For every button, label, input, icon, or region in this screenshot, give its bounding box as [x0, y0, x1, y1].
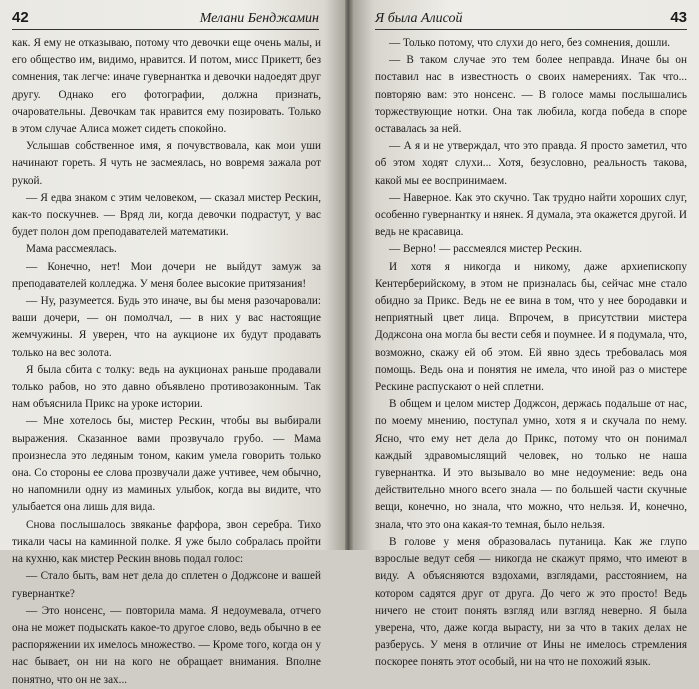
book-gutter — [345, 0, 353, 550]
right-paragraph: — Верно! — рассмеялся мистер Рескин. — [389, 243, 583, 256]
left-paragraph: — Это нонсенс, — повторила мама. Я недоумевала, отчего она не может подыскать какое-то другое слово, ведь обычно в ее распоряжении их имелось множество. — Кроме того, когда он у нас бывает, он ни на кого не обращает внимания. Вполне понятно, что он не зах... — [12, 604, 321, 686]
left-page — [0, 0, 345, 686]
right-page-number: 43 — [670, 9, 687, 26]
right-paragraph: В голове у меня образовалась путаница. Как же глупо взрослые ведут себя — никогда не скажут прямо, что имеют в виду. А объясняются вздохами, взглядами, расстоянием, на котором садятся друг от друга. До чего ж это просто! Ведь ничего не стоит понять взгляд или взгляд неверно. Я была уверена, что, даже когда вырасту, ни за что в таких делах не разберусь. У меня в отличие от Ины не имелось стремления поскорее понять этот особый, ни на что не похожий язык. — [375, 535, 687, 669]
left-paragraph: Услышав собственное имя, я почувствовала, как мои уши начинают гореть. Я чуть не засмеялась, но вовремя зажала рот рукой. — [12, 140, 321, 187]
right-paragraph: — В таком случае это тем более неправда. Иначе бы он поставил нас в известность о своих намерениях. Так что... повторяю вам: это нонсенс. — В голосе мамы послышались торжествующие нотки. Она так любила, когда победа в споре оставалась за ней. — [375, 54, 687, 136]
right-paragraph: — Только потому, что слухи до него, без сомнения, дошли. — [389, 37, 671, 49]
left-paragraph: как. Я ему не отказываю, потому что девочки еще очень малы, и его общество им, видимо, нравится. И потом, мисс Прикетт, без сомнения, так легче: иначе гувернантка и девочки надоедят друг другу. Однако его фотографии, должна признать, очаровательны. Девочкам так нравится ему позировать. Только в этом случае Алиса может сидеть спокойно. — [12, 37, 321, 136]
left-header-rule — [12, 29, 319, 30]
right-paragraph: В общем и целом мистер Доджсон, держась подальше от нас, по моему мнению, поступал умно, хотя я и скучала по нему. Ясно, что ему нет дела до Прикс, потому что он понимал каждый здравомыслящий человек, но только не наша гувернантка. И это вызывало во мне недоумение: ведь она действительно много всего знала — по большей части скучные вещи, конечно, но знала, что можно, что нельзя. И, конечно, знала, что это она какая-то темная, было нельзя. — [375, 398, 687, 531]
left-paragraph: — Конечно, нет! Мои дочери не выйдут замуж за преподавателей колледжа. У меня более высокие притязания! — [12, 260, 321, 290]
right-page-text — [375, 35, 687, 672]
left-running-title: Мелани Бенджамин — [199, 11, 319, 26]
left-paragraph: — Стало быть, вам нет дела до сплетен о Доджсоне и вашей гувернантке? — [12, 570, 321, 600]
left-paragraph: — Я едва знаком с этим человеком, — сказал мистер Рескин, как-то поскучнев. — Вряд ли, когда девочки подрастут, у вас будет полон дом преподавателей математики. — [12, 191, 321, 239]
right-paragraph: И хотя я никогда и никому, даже архиепископу Кентерберийскому, в этом не призналась бы, сейчас мне стало обидно за Прикс. Ведь не ее вина в том, что у нее бородавки и неприятный цвет лица. Впрочем, в присутствии мистера Доджсона она могла бы вести себя и поумнее. И я подумала, что, возможно, скажу ей об этом. Ей явно здесь требовалась моя помощь. Ведь она и понятия не имела, что иной раз о мистере Рескине распускают о ней сплетни. — [375, 260, 687, 394]
left-page-number: 42 — [12, 9, 29, 26]
right-running-title: Я была Алисой — [375, 11, 463, 26]
right-header-rule — [375, 29, 687, 30]
left-paragraph: — Мне хотелось бы, мистер Рескин, чтобы вы выбирали выражения. Сказанное вами прозвучало грубо. — Мама произнесла это ледяным тоном, каким умела говорить только она. Со стороны ее слова прозвучали даже учтивее, чем обычно, но напомнили одну из маминых улыбок, когда вы видите, что улыбается она лишь для вида. — [12, 415, 321, 514]
right-paragraph: — А я и не утверждал, что это правда. Я просто заметил, что об этом ходят слухи... Хотя, безусловно, реальность такова, какой мы ее воспринимаем. — [375, 140, 687, 187]
left-paragraph: — Ну, разумеется. Будь это иначе, вы бы меня разочаровали: ваши дочери, — он помолчал, — в них у вас настоящие жемчужины. Я уверен, что на аукционе их будут продавать только на вес золота. — [12, 295, 321, 359]
right-paragraph: — Наверное. Как это скучно. Так трудно найти хороших слуг, особенно гувернантку и нянек. Я думала, эта окажется другой. И ведь не красавица. — [375, 191, 687, 239]
left-paragraph: Мама рассмеялась. — [26, 243, 117, 256]
right-page — [353, 0, 699, 669]
left-paragraph: Снова послышалось звяканье фарфора, звон серебра. Тихо тикали часы на каминной полке. Я уже было собралась пройти на кухню, как мистер Рескин вновь подал голос: — [12, 518, 321, 566]
left-paragraph: Я была сбита с толку: ведь на аукционах раньше продавали только рабов, но это давно объявлено противозаконным. Так нам объяснила Прикс на уроке истории. — [12, 363, 321, 411]
left-page-text — [12, 35, 321, 689]
